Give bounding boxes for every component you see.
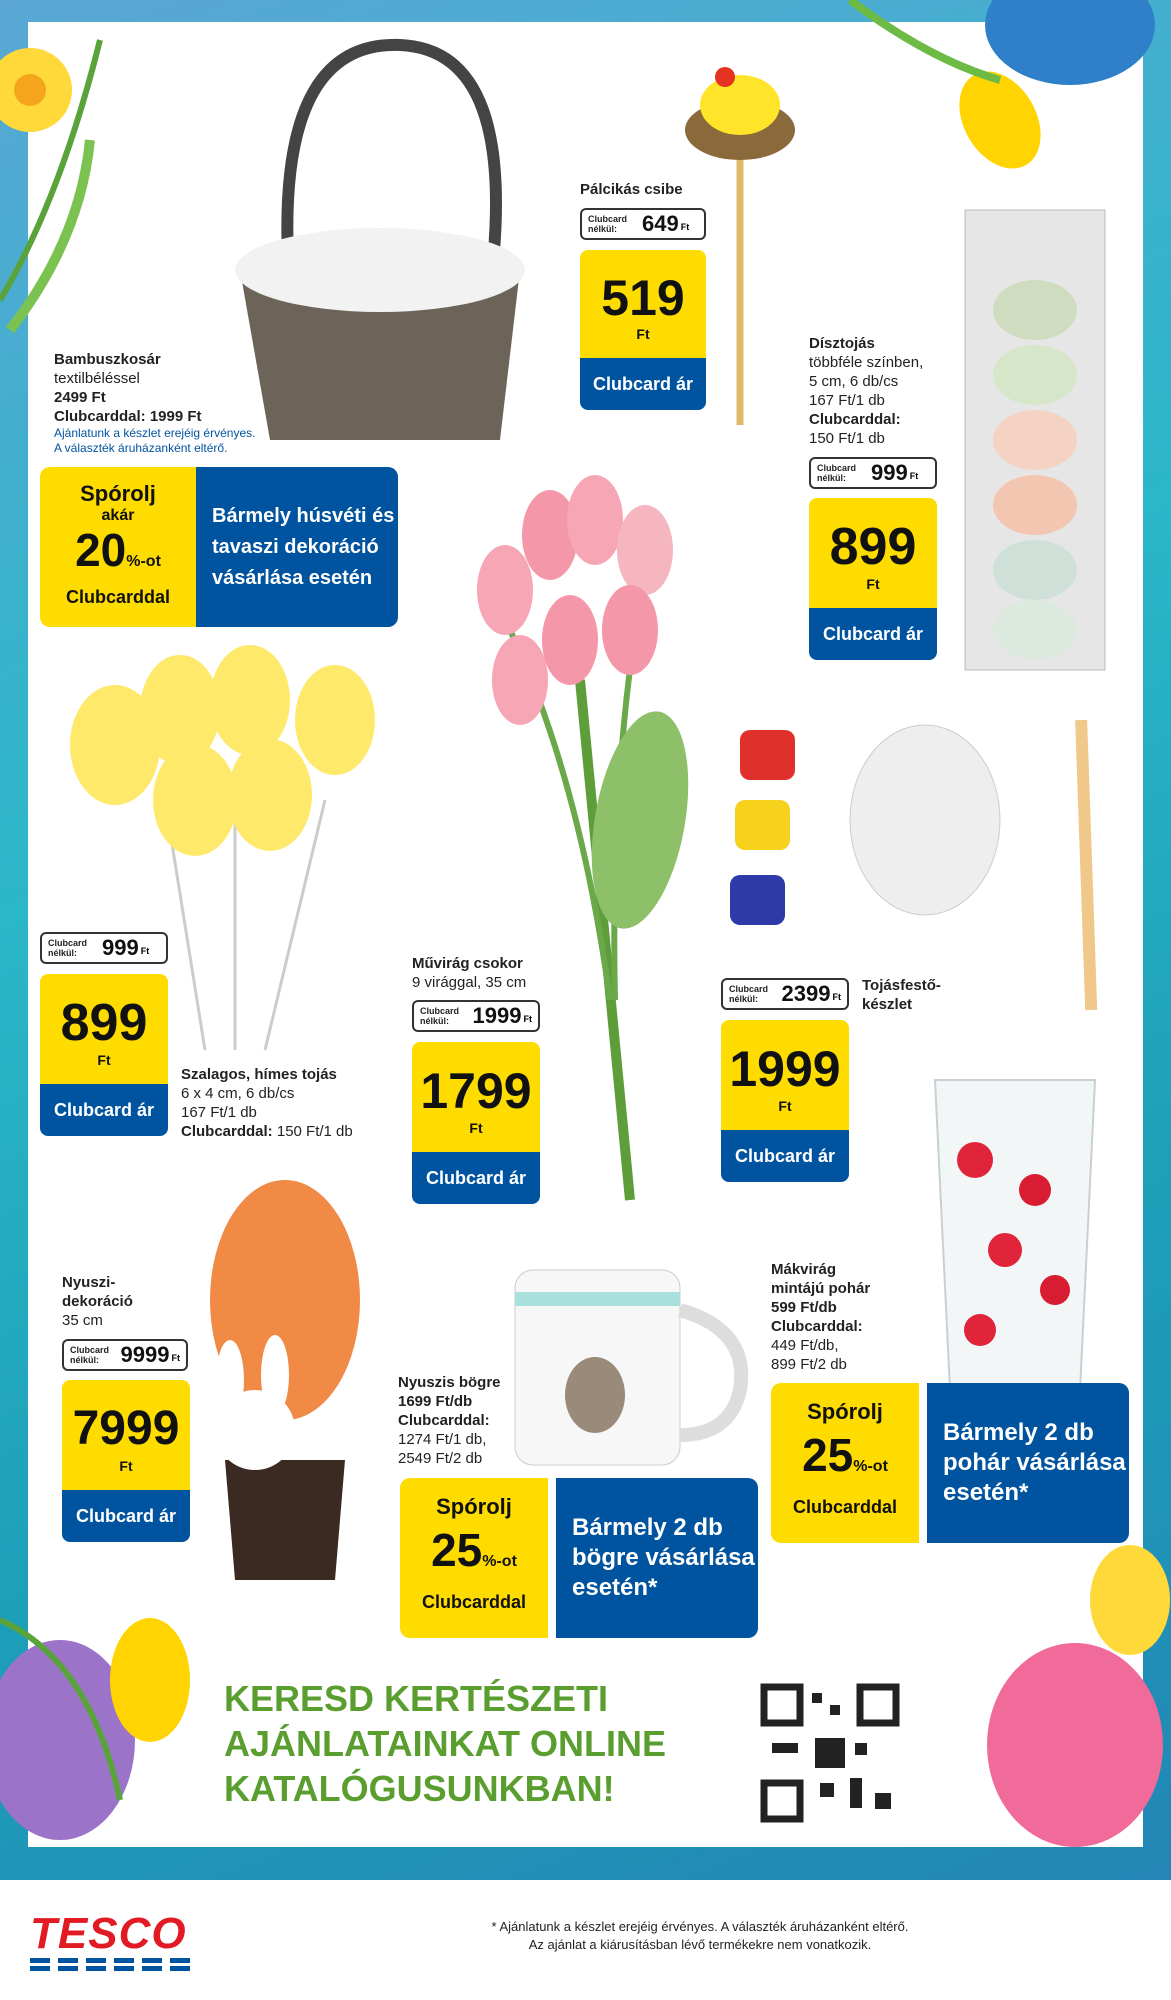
chick-price: 519 bbox=[601, 270, 685, 326]
flowers-price-box bbox=[412, 1042, 540, 1152]
ribbon-l2: 167 Ft/1 db bbox=[181, 1104, 257, 1121]
eggs-l5: 150 Ft/1 db bbox=[809, 430, 885, 447]
decor-eggs-pack-image bbox=[965, 210, 1105, 670]
flowers-description bbox=[412, 954, 526, 992]
ribbon-l3b: Clubcarddal: bbox=[181, 1123, 273, 1140]
eggs-nclub-ft: Ft bbox=[909, 471, 919, 481]
paint-nclub-price: 2399 bbox=[781, 981, 831, 1006]
promo2-text: Bármely 2 db bögre vásárlása esetén* bbox=[556, 1478, 758, 1638]
glass-l4: 899 Ft/2 db bbox=[771, 1356, 847, 1373]
promo1-upto: akár bbox=[101, 507, 135, 524]
basket-price: 2499 Ft bbox=[54, 389, 106, 406]
bunny-name1: Nyuszi- bbox=[62, 1274, 116, 1291]
flowers-ft: Ft bbox=[469, 1120, 483, 1136]
paint-name1: Tojásfestő- bbox=[862, 977, 941, 994]
basket-description bbox=[54, 350, 255, 456]
eggs-description bbox=[809, 334, 923, 448]
chick-label bbox=[580, 180, 683, 199]
ribbon-l1: 6 x 4 cm, 6 db/cs bbox=[181, 1085, 295, 1102]
glass-name2: mintájú pohár bbox=[771, 1280, 871, 1297]
promo3-club: Clubcarddal bbox=[792, 1497, 898, 1517]
mug-l2: Clubcarddal: bbox=[398, 1412, 490, 1429]
cta-line-1: KERESD KERTÉSZETI bbox=[224, 1678, 609, 1719]
basket-club-price: Clubcarddal: 1999 Ft bbox=[54, 408, 202, 425]
basket-image bbox=[235, 45, 525, 440]
paint-clubcard-label: Clubcard ár bbox=[721, 1130, 849, 1182]
mug-l1: 1699 Ft/db bbox=[398, 1393, 473, 1410]
flowers-clubcard-label: Clubcard ár bbox=[412, 1152, 540, 1204]
flowers-nclub-label: Clubcard nélkül: bbox=[420, 1006, 460, 1026]
paint-ft: Ft bbox=[778, 1098, 792, 1114]
bunny-nclub-label: Clubcard nélkül: bbox=[70, 1345, 110, 1365]
paint-name2: készlet bbox=[862, 996, 913, 1013]
egg-bottom-right-icon bbox=[987, 1545, 1170, 1847]
ribbon-no-club-price bbox=[40, 932, 168, 964]
promo3-save: Spórolj bbox=[807, 1399, 883, 1424]
basket-note-1: Ajánlatunk a készlet erejéig érvényes. bbox=[54, 426, 256, 440]
chick-nclub-ft: Ft bbox=[680, 222, 690, 232]
egg-paint-kit-image bbox=[730, 720, 1097, 1010]
online-catalog-cta bbox=[224, 1676, 666, 1811]
mug-name: Nyuszis bögre bbox=[398, 1374, 501, 1391]
footer-disclaimer bbox=[380, 1918, 1020, 1954]
promo1-club: Clubcarddal bbox=[65, 587, 171, 607]
bunny-nclub-price: 9999 bbox=[120, 1342, 170, 1367]
paint-nclub-label: Clubcard nélkül: bbox=[729, 984, 769, 1004]
chick-name: Pálcikás csibe bbox=[580, 181, 683, 198]
bunny-nclub-ft: Ft bbox=[171, 1353, 180, 1363]
tesco-logo[interactable] bbox=[30, 1909, 200, 1977]
mug-image bbox=[515, 1270, 741, 1465]
ribbon-name: Szalagos, hímes tojás bbox=[181, 1066, 337, 1083]
eggs-ft: Ft bbox=[866, 576, 880, 592]
bunny-clubcard-label: Clubcard ár bbox=[62, 1490, 190, 1542]
promo1-pct: 20 bbox=[75, 524, 127, 576]
eggs-nclub-price: 999 bbox=[871, 460, 908, 485]
ribbon-price-box bbox=[40, 974, 168, 1084]
qr-code-icon bbox=[760, 1683, 900, 1823]
basket-name: Bambuszkosár bbox=[54, 351, 161, 368]
flowers-nclub-price: 1999 bbox=[472, 1003, 522, 1028]
mug-description bbox=[398, 1373, 501, 1468]
bunny-name2: dekoráció bbox=[62, 1293, 133, 1310]
ribbon-nclub-ft: Ft bbox=[140, 946, 150, 956]
ribbon-price: 899 bbox=[60, 994, 148, 1052]
paint-price: 1999 bbox=[729, 1041, 841, 1097]
promo2-save: Spórolj bbox=[436, 1494, 512, 1519]
glass-name1: Mákvirág bbox=[771, 1261, 837, 1278]
chick-ft: Ft bbox=[636, 326, 650, 342]
ribbon-l3: 150 Ft/1 db bbox=[276, 1123, 353, 1140]
eggs-l4: Clubcarddal: bbox=[809, 411, 901, 428]
glass-description bbox=[771, 1260, 870, 1374]
chick-nclub-label: Clubcard nélkül: bbox=[588, 214, 628, 234]
eggs-no-club-price bbox=[809, 457, 937, 489]
chick-price-box bbox=[580, 250, 706, 358]
flowers-no-club-price bbox=[412, 1000, 540, 1032]
ribbon-ft: Ft bbox=[97, 1052, 111, 1068]
promo1-save: Spórolj bbox=[80, 481, 156, 506]
ribbon-nclub-price: 999 bbox=[102, 935, 139, 960]
bunny-price-box bbox=[62, 1380, 190, 1490]
cta-line-3: KATALÓGUSUNKBAN! bbox=[224, 1768, 615, 1809]
mug-l4: 2549 Ft/2 db bbox=[398, 1450, 483, 1467]
glass-l2: Clubcarddal: bbox=[771, 1318, 863, 1335]
chick-no-club-price bbox=[580, 208, 706, 240]
promo3-pct: 25 bbox=[802, 1429, 854, 1481]
basket-desc: textilbéléssel bbox=[54, 370, 140, 387]
bunny-l1: 35 cm bbox=[62, 1312, 103, 1329]
flowers-price: 1799 bbox=[420, 1063, 532, 1119]
ribbon-nclub-label: Clubcard nélkül: bbox=[48, 938, 88, 958]
eggs-l2: 5 cm, 6 db/cs bbox=[809, 373, 899, 390]
paint-price-box bbox=[721, 1020, 849, 1130]
daffodil-top-left-icon bbox=[0, 40, 100, 330]
promo1-suffix: %-ot bbox=[126, 553, 161, 570]
bunny-no-club-price bbox=[62, 1339, 188, 1371]
paint-description bbox=[862, 976, 941, 1014]
mug-l3: 1274 Ft/1 db, bbox=[398, 1431, 487, 1448]
promo3-text: Bármely 2 db pohár vásárlása esetén* bbox=[927, 1383, 1129, 1543]
promo3-suffix: %-ot bbox=[853, 1458, 888, 1475]
chick-clubcard-label: Clubcard ár bbox=[580, 358, 706, 410]
poppy-glass-image bbox=[935, 1080, 1095, 1390]
promo2-pct: 25 bbox=[431, 1524, 483, 1576]
bunny-decoration-image bbox=[210, 1180, 360, 1580]
promo1-text: Bármely húsvéti és tavaszi dekoráció vásárlása esetén bbox=[196, 467, 398, 627]
promo1-savings-box bbox=[40, 467, 196, 627]
paint-nclub-ft: Ft bbox=[832, 992, 841, 1002]
bunny-ft: Ft bbox=[119, 1458, 133, 1474]
cta-line-2: AJÁNLATAINKAT ONLINE bbox=[224, 1723, 666, 1764]
eggs-nclub-label: Clubcard nélkül: bbox=[817, 463, 857, 483]
disclaimer-line-2: Az ajánlat a kiárusításban lévő termékekre nem vonatkozik. bbox=[528, 1937, 872, 1952]
bunny-description bbox=[62, 1273, 133, 1330]
flowers-nclub-ft: Ft bbox=[523, 1014, 532, 1024]
chick-nclub-price: 649 bbox=[642, 211, 679, 236]
promo3-savings-box bbox=[771, 1383, 919, 1543]
ribbon-clubcard-label: Clubcard ár bbox=[40, 1084, 168, 1136]
eggs-price-box bbox=[809, 498, 937, 608]
egg-bottom-left-icon bbox=[0, 1618, 190, 1840]
tesco-logo-text: TESCO bbox=[30, 1909, 187, 1958]
flowers-l1: 9 virággal, 35 cm bbox=[412, 974, 527, 991]
promo2-suffix: %-ot bbox=[482, 1553, 517, 1570]
eggs-name: Dísztojás bbox=[809, 335, 875, 352]
tesco-stripes-icon bbox=[30, 1956, 200, 1972]
glass-l1: 599 Ft/db bbox=[771, 1299, 837, 1316]
eggs-l3: 167 Ft/1 db bbox=[809, 392, 885, 409]
flowers-name: Művirág csokor bbox=[412, 955, 523, 972]
eggs-clubcard-label: Clubcard ár bbox=[809, 608, 937, 660]
glass-l3: 449 Ft/db, bbox=[771, 1337, 839, 1354]
egg-top-right-icon bbox=[850, 0, 1155, 183]
bunny-price: 7999 bbox=[72, 1402, 180, 1455]
basket-note-2: A választék áruházanként eltérő. bbox=[54, 441, 228, 455]
disclaimer-line-1: * Ajánlatunk a készlet erejéig érvényes. A választék áruházanként eltérő. bbox=[491, 1919, 909, 1934]
promo2-club: Clubcarddal bbox=[421, 1592, 527, 1612]
eggs-price: 899 bbox=[829, 518, 917, 576]
eggs-l1: többféle színben, bbox=[809, 354, 924, 371]
paint-no-club-price bbox=[721, 978, 849, 1010]
promo2-savings-box bbox=[400, 1478, 548, 1638]
ribbon-description bbox=[181, 1065, 353, 1141]
